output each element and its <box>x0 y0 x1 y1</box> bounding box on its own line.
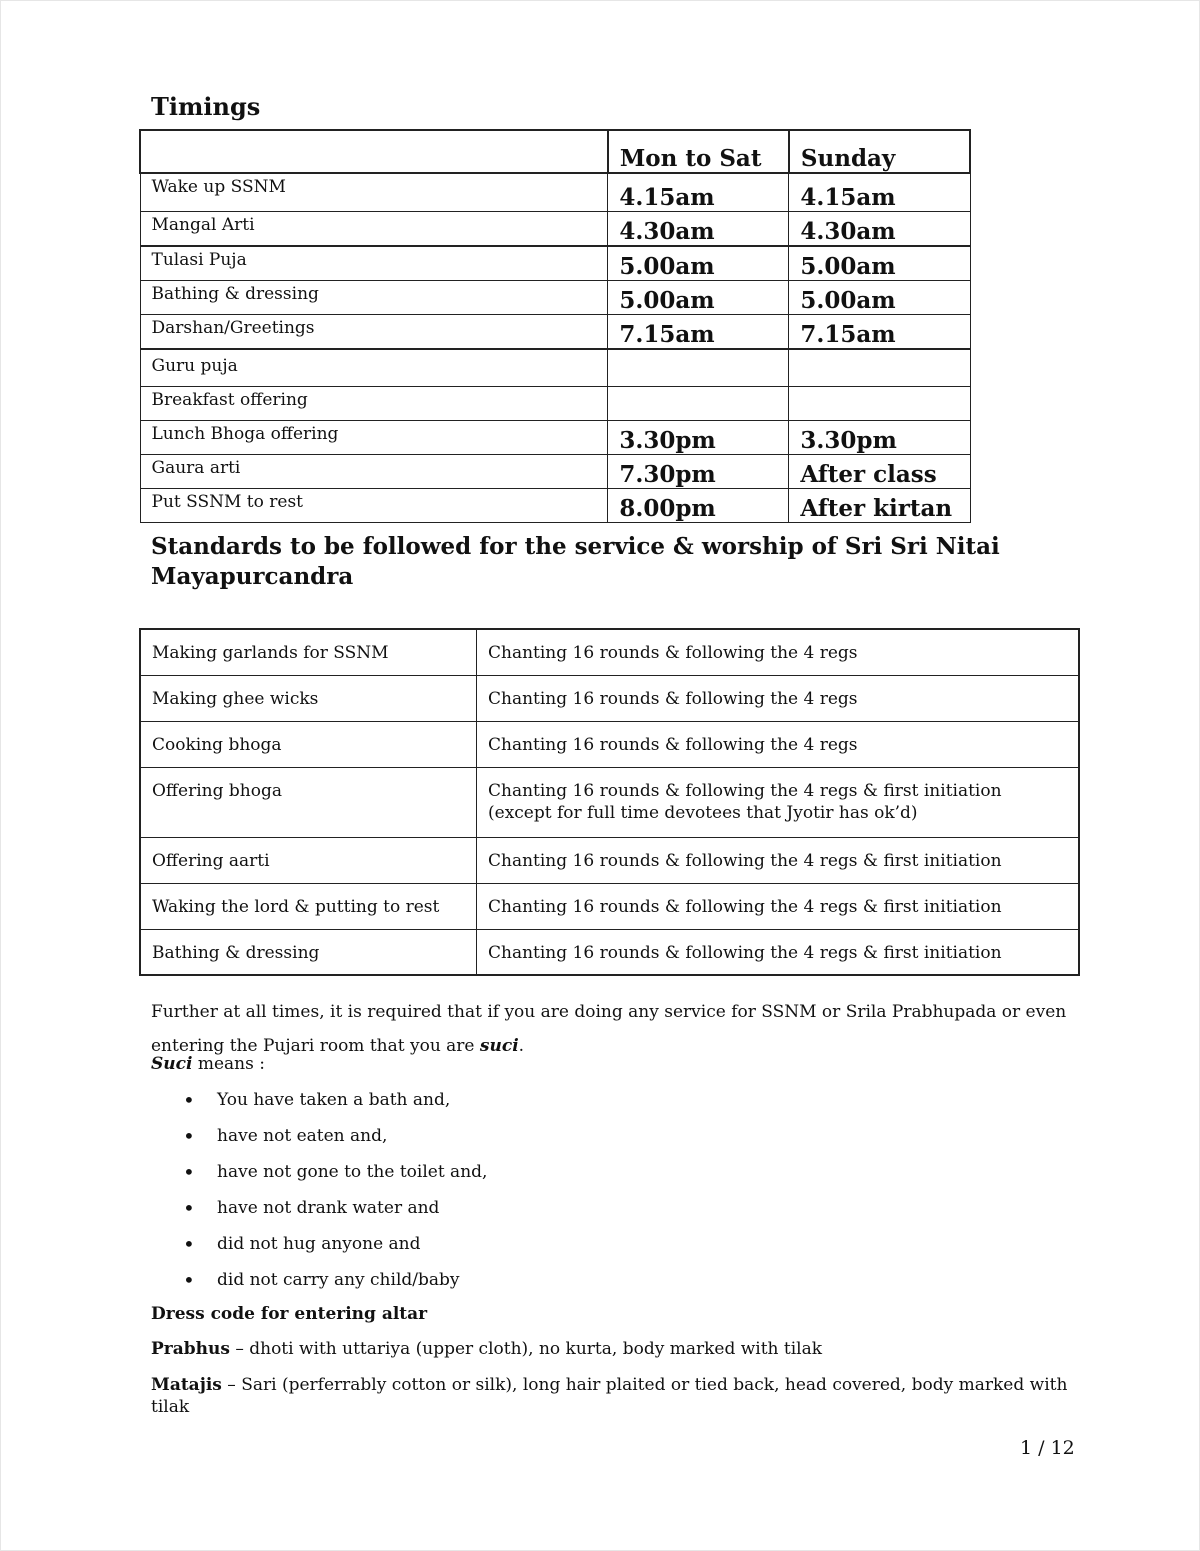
timings-header-row <box>140 130 970 173</box>
timing-sunday <box>789 386 970 420</box>
suci-intro-text: Further at all times, it is required that if you are doing any service for SSNM or Srila Prabhupada or even entering the Pujari room that you are <box>151 1002 1067 1056</box>
matajis-label: Matajis <box>151 1375 222 1395</box>
timings-header-mon-sat: Mon to Sat <box>608 130 789 173</box>
suci-intro-end: . <box>518 1036 525 1056</box>
timings-table <box>139 129 971 523</box>
timing-sunday: 3.30pm <box>789 420 970 454</box>
list-item <box>151 1160 487 1196</box>
timing-mon-sat: 5.00am <box>608 280 789 314</box>
standard-requirement: Chanting 16 rounds & following the 4 regs & first initiation (except for full time devotees that Jyotir has ok’d) <box>477 767 1080 837</box>
list-item <box>151 1232 487 1268</box>
standard-service: Offering bhoga <box>140 767 477 837</box>
timing-mon-sat <box>608 349 789 387</box>
timing-activity: Wake up SSNM <box>140 173 608 211</box>
list-item <box>151 1088 487 1124</box>
suci-means-label: means : <box>192 1054 265 1074</box>
table-row <box>140 837 1079 883</box>
standards-table <box>139 628 1080 976</box>
suci-means-term: Suci <box>151 1054 193 1074</box>
table-row <box>140 173 970 211</box>
table-row <box>140 280 970 314</box>
table-row <box>140 211 970 246</box>
timing-mon-sat: 4.15am <box>608 173 789 211</box>
list-item <box>151 1196 487 1232</box>
standard-requirement: Chanting 16 rounds & following the 4 regs <box>477 721 1080 767</box>
standard-service: Offering aarti <box>140 837 477 883</box>
suci-item-text: have not gone to the toilet and, <box>217 1162 488 1182</box>
timing-mon-sat: 5.00am <box>608 246 789 281</box>
bullet-icon: • <box>183 1160 195 1184</box>
timings-header-sunday: Sunday <box>789 130 970 173</box>
suci-item-text: You have taken a bath and, <box>217 1090 451 1110</box>
timing-sunday <box>789 349 970 387</box>
prabhus-label: Prabhus <box>151 1339 230 1359</box>
table-row <box>140 929 1079 975</box>
table-row <box>140 675 1079 721</box>
timing-mon-sat: 4.30am <box>608 211 789 246</box>
timing-mon-sat: 7.30pm <box>608 454 789 488</box>
timings-title: Timings <box>151 92 261 121</box>
timing-sunday: 5.00am <box>789 280 970 314</box>
standard-requirement: Chanting 16 rounds & following the 4 regs <box>477 629 1080 675</box>
table-row <box>140 629 1079 675</box>
page-number: 1 / 12 <box>1020 1437 1075 1459</box>
table-row <box>140 420 970 454</box>
dress-code-prabhus <box>151 1338 822 1360</box>
timing-activity: Darshan/Greetings <box>140 314 608 349</box>
timing-activity: Mangal Arti <box>140 211 608 246</box>
table-row <box>140 488 970 522</box>
table-row <box>140 883 1079 929</box>
suci-item-text: have not eaten and, <box>217 1126 388 1146</box>
timing-mon-sat <box>608 386 789 420</box>
table-row <box>140 386 970 420</box>
bullet-icon: • <box>183 1124 195 1148</box>
standard-requirement: Chanting 16 rounds & following the 4 regs & first initiation <box>477 883 1080 929</box>
timings-header-blank <box>140 130 608 173</box>
timing-sunday: 4.30am <box>789 211 970 246</box>
standard-requirement: Chanting 16 rounds & following the 4 regs <box>477 675 1080 721</box>
standard-service: Making ghee wicks <box>140 675 477 721</box>
list-item <box>151 1124 487 1160</box>
timing-activity: Gaura arti <box>140 454 608 488</box>
standard-service: Making garlands for SSNM <box>140 629 477 675</box>
table-row <box>140 314 970 349</box>
matajis-text: – Sari (perferrably cotton or silk), long hair plaited or tied back, head covered, body marked with tilak <box>151 1375 1068 1417</box>
list-item <box>151 1268 487 1304</box>
timing-activity: Lunch Bhoga offering <box>140 420 608 454</box>
suci-intro-term: suci <box>479 1036 519 1056</box>
bullet-icon: • <box>183 1196 195 1220</box>
timing-sunday: 4.15am <box>789 173 970 211</box>
table-row <box>140 349 970 387</box>
bullet-icon: • <box>183 1088 195 1112</box>
timing-mon-sat: 7.15am <box>608 314 789 349</box>
bullet-icon: • <box>183 1268 195 1292</box>
suci-intro-paragraph <box>151 995 1091 1063</box>
table-row <box>140 246 970 281</box>
dress-code-matajis <box>151 1374 1071 1418</box>
standard-service: Waking the lord & putting to rest <box>140 883 477 929</box>
dress-code-heading: Dress code for entering altar <box>151 1304 428 1324</box>
timing-sunday: After class <box>789 454 970 488</box>
bullet-icon: • <box>183 1232 195 1256</box>
timing-sunday: 5.00am <box>789 246 970 281</box>
timing-activity: Guru puja <box>140 349 608 387</box>
suci-item-text: did not hug anyone and <box>217 1234 421 1254</box>
timing-activity: Tulasi Puja <box>140 246 608 281</box>
suci-means-line <box>151 1053 265 1075</box>
standards-title: Standards to be followed for the service & worship of Sri Sri Nitai Mayapurcandra <box>151 533 1000 590</box>
suci-item-text: have not drank water and <box>217 1198 440 1218</box>
timing-mon-sat: 8.00pm <box>608 488 789 522</box>
standard-requirement: Chanting 16 rounds & following the 4 regs & first initiation <box>477 929 1080 975</box>
timing-mon-sat: 3.30pm <box>608 420 789 454</box>
timing-sunday: 7.15am <box>789 314 970 349</box>
standard-requirement: Chanting 16 rounds & following the 4 regs & first initiation <box>477 837 1080 883</box>
suci-list <box>151 1088 487 1304</box>
timing-sunday: After kirtan <box>789 488 970 522</box>
standard-service: Bathing & dressing <box>140 929 477 975</box>
table-row <box>140 767 1079 837</box>
timing-activity: Breakfast offering <box>140 386 608 420</box>
timing-activity: Bathing & dressing <box>140 280 608 314</box>
prabhus-text: – dhoti with uttariya (upper cloth), no kurta, body marked with tilak <box>229 1339 823 1359</box>
table-row <box>140 721 1079 767</box>
suci-item-text: did not carry any child/baby <box>217 1270 460 1290</box>
standard-service: Cooking bhoga <box>140 721 477 767</box>
table-row <box>140 454 970 488</box>
timing-activity: Put SSNM to rest <box>140 488 608 522</box>
